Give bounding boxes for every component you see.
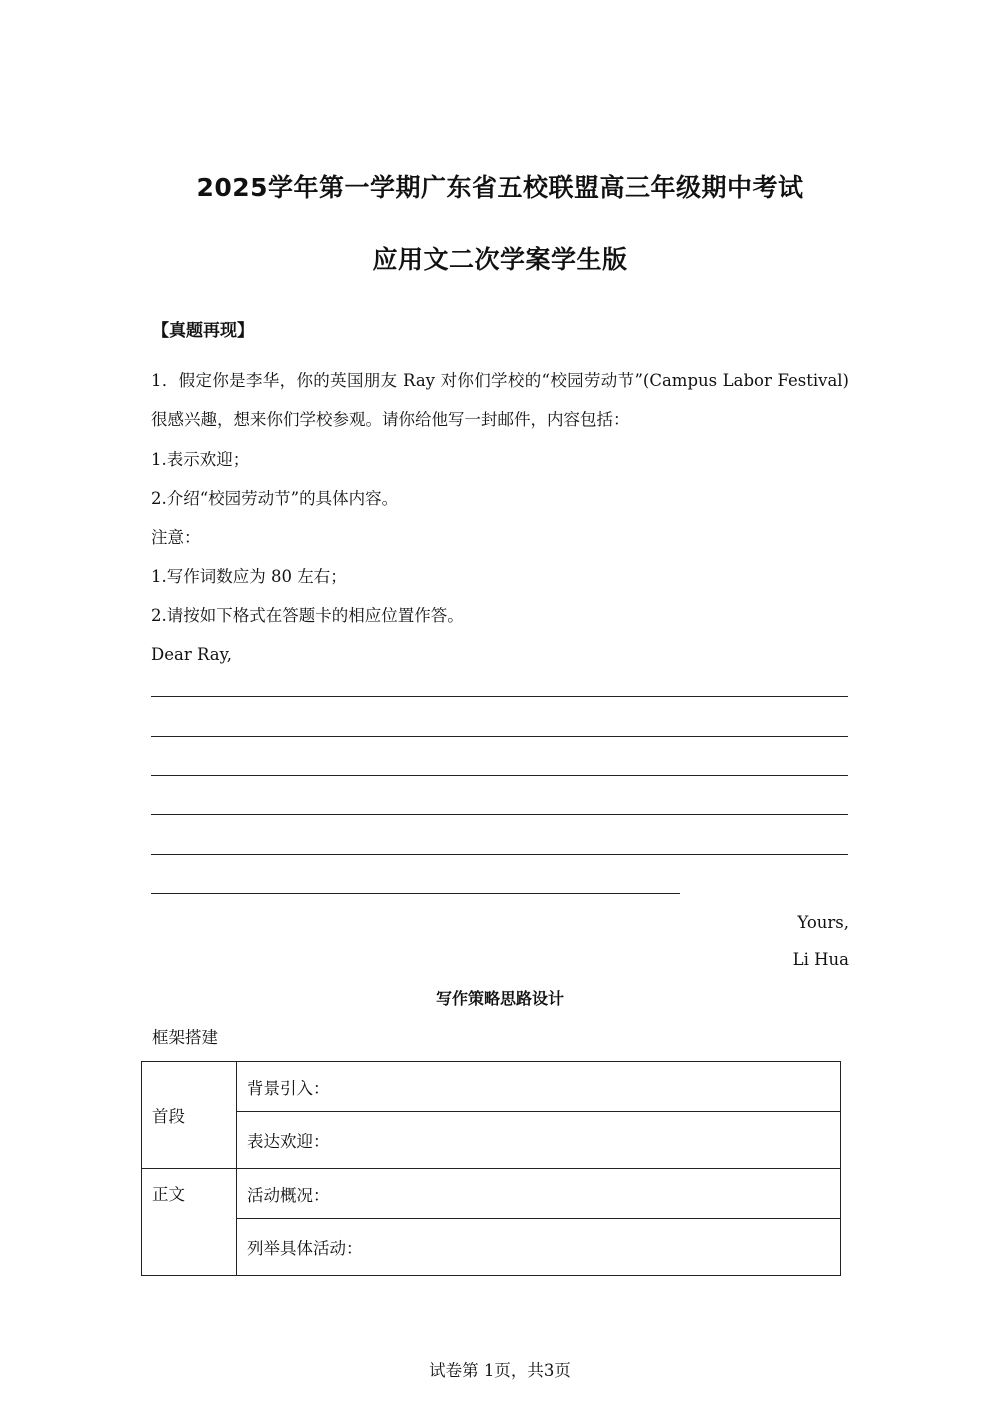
framework-table	[141, 1061, 841, 1276]
writing-blank-line	[151, 736, 848, 737]
writing-blank-line	[151, 775, 848, 776]
note-label: 注意：	[151, 528, 201, 547]
writing-blank-line	[151, 893, 680, 894]
exam-title: 2025学年第一学期广东省五校联盟高三年级期中考试	[196, 173, 804, 202]
table-row	[142, 1169, 841, 1219]
prompt-line-2: 很感兴趣，想来你们学校参观。请你给他写一封邮件，内容包括：	[151, 410, 630, 429]
writing-blank-line	[151, 696, 848, 697]
table-cell-overview: 活动概况：	[237, 1169, 841, 1219]
table-cell-background: 背景引入：	[237, 1062, 841, 1112]
table-cell-activities: 列举具体活动：	[237, 1219, 841, 1276]
note-item-2: 2.请按如下格式在答题卡的相应位置作答。	[151, 606, 464, 625]
letter-signature: Li Hua	[792, 950, 849, 969]
part-label-opening: 首段	[142, 1062, 237, 1169]
document-subtitle: 应用文二次学案学生版	[372, 245, 628, 274]
prompt-line-1: 1．假定你是李华，你的英国朋友 Ray 对你们学校的“校园劳动节”(Campus Labor Festival)	[151, 371, 849, 390]
section-heading: 【真题再现】	[152, 321, 254, 341]
content-item-2: 2.介绍“校园劳动节”的具体内容。	[151, 489, 399, 508]
content-item-1: 1.表示欢迎；	[151, 450, 250, 469]
table-cell-welcome: 表达欢迎：	[237, 1112, 841, 1169]
part-label-body: 正文	[142, 1169, 237, 1276]
table-row	[142, 1062, 841, 1112]
letter-closing: Yours,	[797, 913, 849, 932]
table-row	[142, 1112, 841, 1169]
framework-label: 框架搭建	[152, 1028, 218, 1047]
writing-blank-line	[151, 854, 848, 855]
writing-blank-line	[151, 814, 848, 815]
note-item-1: 1.写作词数应为 80 左右；	[151, 567, 347, 586]
table-row	[142, 1219, 841, 1276]
strategy-heading: 写作策略思路设计	[435, 989, 564, 1008]
page-number: 试卷第 1页，共3页	[429, 1361, 571, 1380]
letter-greeting: Dear Ray,	[151, 645, 232, 664]
